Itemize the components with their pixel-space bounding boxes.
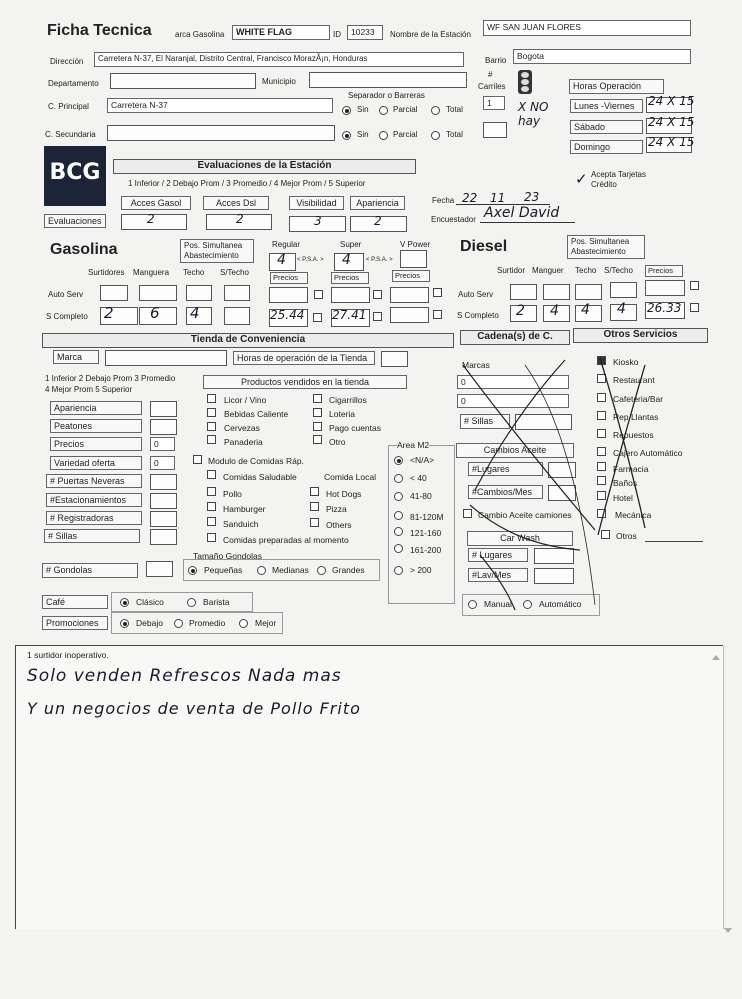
separador-parcial: Parcial bbox=[393, 105, 418, 114]
row-peatones-field[interactable] bbox=[150, 419, 177, 435]
eval-col-acces-gasol: Acces Gasol bbox=[121, 196, 191, 210]
area-na: <N/A> bbox=[410, 455, 435, 465]
diesel-col-manguer: Manguer bbox=[532, 266, 564, 275]
area-41: 41-80 bbox=[410, 491, 432, 501]
promo-debajo-radio[interactable] bbox=[120, 619, 129, 628]
prod-otro-cb[interactable] bbox=[313, 435, 322, 444]
diesel-col-techo: Techo bbox=[575, 266, 597, 275]
prod-panaderia-cb[interactable] bbox=[207, 435, 216, 444]
eval-acces-gasol-value: 2 bbox=[147, 212, 155, 226]
otros-cafeteria: Cafeteria/Bar bbox=[613, 394, 664, 404]
area-121: 121-160 bbox=[410, 528, 442, 538]
fecha-day: 22 bbox=[462, 191, 478, 205]
promo-label: Promociones bbox=[42, 616, 108, 630]
encuestador-value: Axel David bbox=[484, 205, 560, 221]
cafe-group bbox=[111, 592, 253, 612]
id-label: ID bbox=[333, 30, 341, 39]
area-na-radio[interactable] bbox=[394, 456, 403, 465]
prod-cervezas: Cervezas bbox=[224, 423, 260, 433]
comment-line-2: Y un negocios de venta de Pollo Frito bbox=[27, 699, 361, 718]
vpower-label: V Power bbox=[400, 240, 431, 249]
productos-label: Productos vendidos en la tienda bbox=[203, 375, 407, 389]
area-161-radio[interactable] bbox=[394, 544, 403, 553]
comments-area[interactable] bbox=[15, 646, 724, 929]
gas-sc-vp-cb[interactable] bbox=[433, 310, 442, 319]
promo-promedio-radio[interactable] bbox=[174, 619, 183, 628]
otros-title: Otros Servicios bbox=[573, 328, 708, 343]
barrio-label: Barrio bbox=[485, 56, 507, 65]
diesel-auto-cb[interactable] bbox=[690, 281, 699, 290]
diesel-sc-precio-value: 26.33 bbox=[647, 301, 682, 315]
modulo-label: Modulo de Comidas Ráp. bbox=[208, 456, 304, 466]
tienda-scale-2: 4 Mejor Prom 5 Superior bbox=[45, 385, 133, 394]
scroll-down-icon[interactable] bbox=[724, 928, 732, 933]
bcg-logo bbox=[44, 146, 106, 206]
separador-parcial-radio[interactable] bbox=[379, 106, 388, 115]
regular-label: Regular bbox=[272, 240, 301, 249]
otros-kiosko: Kiosko bbox=[613, 357, 639, 367]
horas-lv-label: Lunes -Viernes bbox=[570, 99, 643, 113]
gasolina-col-surtidores: Surtidores bbox=[88, 268, 125, 277]
row-puertas: # Puertas Neveras bbox=[46, 474, 142, 488]
cadena-field-1[interactable]: 0 bbox=[457, 375, 569, 389]
departamento-field[interactable] bbox=[110, 73, 256, 89]
prod-licor: Licor / Vino bbox=[224, 395, 267, 405]
cadena-lav-label: #Lav/Mes bbox=[468, 568, 528, 582]
eval-col-visibilidad: Visibilidad bbox=[289, 196, 344, 210]
gas-sc-techo-value: 4 bbox=[190, 304, 200, 322]
otros-mecanica: Mecánica bbox=[615, 510, 652, 520]
prod-otro: Otro bbox=[329, 437, 346, 447]
comida-saludable-cb[interactable] bbox=[207, 470, 216, 479]
promo-mejor-radio[interactable] bbox=[239, 619, 248, 628]
eval-acces-dsl-value: 2 bbox=[236, 212, 244, 226]
gas-auto-surt[interactable] bbox=[100, 285, 128, 301]
separador-sin: Sin bbox=[357, 105, 369, 114]
diesel-auto-techo[interactable] bbox=[575, 284, 602, 300]
otros-crossout bbox=[590, 350, 660, 545]
direccion-label: Dirección bbox=[50, 57, 84, 66]
cafe-label: Café bbox=[42, 595, 108, 609]
comida-saludable: Comidas Saludable bbox=[223, 472, 297, 482]
estacion-field[interactable]: WF SAN JUAN FLORES bbox=[483, 20, 691, 36]
tienda-horas-field[interactable] bbox=[381, 351, 408, 367]
tienda-marca-field[interactable] bbox=[105, 350, 227, 366]
carriles-hash: # bbox=[488, 70, 493, 79]
area-200-radio[interactable] bbox=[394, 566, 403, 575]
row-peatones: Peatones bbox=[50, 419, 142, 433]
prod-cigarrillos-cb[interactable] bbox=[313, 394, 322, 403]
tam-medianas: Medianas bbox=[272, 565, 309, 575]
gas-auto-sup-cb[interactable] bbox=[373, 290, 382, 299]
tam-grandes-radio[interactable] bbox=[317, 566, 326, 575]
diesel-col-stecho: S/Techo bbox=[604, 266, 633, 275]
area-81: 81-120M bbox=[410, 512, 444, 522]
horas-sab-value: 24 X 15 bbox=[648, 115, 695, 129]
tam-pequenas: Pequeñas bbox=[204, 565, 243, 575]
area-41-radio[interactable] bbox=[394, 492, 403, 501]
pizza: Pizza bbox=[326, 504, 347, 514]
vpower-field[interactable] bbox=[400, 250, 427, 268]
cafe-clasico: Clásico bbox=[136, 597, 164, 607]
tam-grandes: Grandes bbox=[332, 565, 365, 575]
regular-value: 4 bbox=[277, 252, 286, 268]
horas-dom-label: Domingo bbox=[570, 140, 643, 154]
sanduich: Sanduich bbox=[223, 519, 259, 529]
promo-promedio: Promedio bbox=[189, 618, 226, 628]
modulo-cb[interactable] bbox=[193, 455, 202, 464]
psa-1: < P.S.A. > bbox=[297, 257, 324, 263]
sanduich-cb[interactable] bbox=[207, 517, 216, 526]
id-field[interactable]: 10233 bbox=[347, 25, 383, 40]
separador-total-radio[interactable] bbox=[431, 106, 440, 115]
cadena-sillas-label: # Sillas bbox=[460, 414, 510, 429]
c-sec-total: Total bbox=[446, 130, 463, 139]
gas-auto-precio-reg[interactable] bbox=[269, 287, 308, 303]
diesel-col-surtidor: Surtidor bbox=[497, 266, 526, 275]
fecha-year: 23 bbox=[524, 190, 540, 204]
gasolina-col-stecho: S/Techo bbox=[220, 268, 249, 277]
direccion-field[interactable]: Carretera N-37, El Naranjal, Distrito Central, Francisco MorazÃ¡n, Honduras bbox=[94, 52, 464, 67]
otros-otros: Otros bbox=[616, 531, 637, 541]
precios-reg-label: Precios bbox=[270, 272, 308, 284]
others: Others bbox=[326, 520, 352, 530]
eval-col-acces-dsl: Acces Dsl bbox=[203, 196, 269, 210]
diesel-pos-label: Pos. Simultanea Abastecimiento bbox=[567, 235, 645, 259]
pizza-cb[interactable] bbox=[310, 502, 319, 511]
eval-row-label: Evaluaciones bbox=[44, 214, 106, 228]
promo-mejor: Mejor bbox=[255, 618, 277, 628]
gondolas-field[interactable] bbox=[146, 561, 173, 577]
hamburger: Hamburger bbox=[223, 504, 266, 514]
gas-sc-reg-cb[interactable] bbox=[313, 313, 322, 322]
comidas-prep: Comidas preparadas al momento bbox=[223, 535, 349, 545]
eval-scale: 1 Inferior / 2 Debajo Prom / 3 Promedio / 4 Mejor Prom / 5 Superior bbox=[128, 179, 366, 188]
cadena-crossout bbox=[455, 355, 605, 617]
row-variedad-field[interactable]: 0 bbox=[150, 456, 175, 470]
otros-hotel: Hotel bbox=[613, 493, 633, 503]
page-title: Ficha Tecnica bbox=[47, 22, 152, 39]
tam-pequenas-radio[interactable] bbox=[188, 566, 197, 575]
cadena-marcas-label: Marcas bbox=[462, 360, 490, 370]
c-sec-sin-radio[interactable] bbox=[342, 131, 351, 140]
gas-completo-label: S Completo bbox=[46, 312, 88, 321]
gas-sc-stecho[interactable] bbox=[224, 307, 250, 325]
c-principal-label: C. Principal bbox=[48, 102, 89, 111]
cafe-clasico-radio[interactable] bbox=[120, 598, 129, 607]
eval-title: Evaluaciones de la Estación bbox=[113, 159, 416, 174]
otros-farmacia: Farmacia bbox=[613, 464, 649, 474]
others-cb[interactable] bbox=[310, 518, 319, 527]
gas-auto-stecho[interactable] bbox=[224, 285, 250, 301]
row-registradoras: # Registradoras bbox=[46, 511, 142, 525]
otros-repuestos: Repuestos bbox=[613, 430, 654, 440]
gasolina-col-manguera: Manguera bbox=[133, 268, 170, 277]
traffic-light-icon bbox=[518, 70, 532, 94]
c-secundaria-label: C. Secundaria bbox=[45, 130, 96, 139]
tam-medianas-radio[interactable] bbox=[257, 566, 266, 575]
prod-cigarrillos: Cigarrillos bbox=[329, 395, 367, 405]
municipio-label: Municipio bbox=[262, 77, 296, 86]
prod-bebidas: Bebidas Caliente bbox=[224, 409, 289, 419]
prod-licor-cb[interactable] bbox=[207, 394, 216, 403]
otros-banos: Baños bbox=[613, 478, 638, 488]
prod-pago-cb[interactable] bbox=[313, 422, 322, 431]
gas-auto-precio-sup[interactable] bbox=[331, 287, 370, 303]
horas-operacion-title: Horas Operación bbox=[569, 79, 664, 94]
carriles-field-2[interactable] bbox=[483, 122, 507, 138]
precios-sup-label: Precios bbox=[331, 272, 369, 284]
comidas-prep-cb[interactable] bbox=[207, 533, 216, 542]
acepta-check: ✓ bbox=[575, 170, 588, 188]
gas-sc-surt-value: 2 bbox=[104, 304, 114, 322]
prod-loteria: Loteria bbox=[329, 409, 355, 419]
marca-field[interactable]: WHITE FLAG bbox=[232, 25, 330, 40]
gasolina-title: Gasolina bbox=[50, 241, 118, 258]
row-sillas: # Sillas bbox=[44, 529, 140, 543]
row-precios-field[interactable]: 0 bbox=[150, 437, 175, 451]
row-precios: Precios bbox=[50, 437, 142, 451]
area-161: 161-200 bbox=[410, 545, 442, 555]
horas-lv-value: 24 X 15 bbox=[648, 94, 695, 108]
gondolas-label: # Gondolas bbox=[42, 563, 138, 578]
hamburger-cb[interactable] bbox=[207, 502, 216, 511]
diesel-sc-techo-value: 4 bbox=[581, 302, 590, 318]
row-variedad: Variedad oferta bbox=[50, 456, 142, 470]
cafe-barista-radio[interactable] bbox=[187, 598, 196, 607]
diesel-title: Diesel bbox=[460, 238, 508, 255]
otros-cajero: Cajero Automático bbox=[613, 448, 683, 458]
cadena-field-2[interactable]: 0 bbox=[457, 394, 569, 408]
comida-local: Comida Local bbox=[324, 472, 376, 482]
diesel-auto-stecho[interactable] bbox=[610, 282, 637, 298]
diesel-auto-precio[interactable] bbox=[645, 280, 685, 296]
eval-visibilidad-value: 3 bbox=[314, 214, 322, 228]
area-200: > 200 bbox=[410, 565, 432, 575]
gas-sc-precio-sup-value: 27.41 bbox=[332, 308, 367, 322]
prod-bebidas-cb[interactable] bbox=[207, 408, 216, 417]
separador-total: Total bbox=[446, 105, 463, 114]
bcg-logo-text: BCG bbox=[49, 160, 101, 185]
diesel-sc-surt-value: 2 bbox=[516, 303, 525, 319]
gasolina-col-techo: Techo bbox=[183, 268, 205, 277]
eval-col-apariencia: Apariencia bbox=[350, 196, 405, 210]
gas-auto-mang[interactable] bbox=[139, 285, 177, 301]
super-label: Super bbox=[340, 240, 362, 249]
hotdogs-cb[interactable] bbox=[310, 487, 319, 496]
cafe-barista: Barista bbox=[203, 597, 230, 607]
gas-auto-reg-cb[interactable] bbox=[314, 290, 323, 299]
area-40-radio[interactable] bbox=[394, 474, 403, 483]
estacion-label: Nombre de la Estación bbox=[390, 30, 471, 39]
fecha-label: Fecha bbox=[432, 196, 455, 205]
psa-2: < P.S.A. > bbox=[366, 257, 393, 263]
gas-auto-precio-vp[interactable] bbox=[390, 287, 429, 303]
gas-auto-vp-cb[interactable] bbox=[433, 288, 442, 297]
c-principal-field[interactable]: Carretera N-37 bbox=[107, 98, 333, 113]
promo-debajo: Debajo bbox=[136, 618, 163, 628]
area-81-radio[interactable] bbox=[394, 511, 403, 520]
marca-label: arca Gasolina bbox=[175, 30, 225, 39]
diesel-sc-cb[interactable] bbox=[690, 303, 699, 312]
prod-pago: Pago cuentas bbox=[329, 423, 381, 433]
scroll-up-icon[interactable] bbox=[712, 655, 720, 660]
auto-label: Automático bbox=[539, 599, 582, 609]
comments-label: 1 surtidor inoperativo. bbox=[27, 650, 109, 660]
otros-llantas: Rep Llantas bbox=[613, 412, 659, 422]
cadena-cambios-label: #Cambios/Mes bbox=[468, 485, 543, 499]
tienda-marca-label: Marca bbox=[53, 350, 99, 364]
comment-line-1: Solo venden Refrescos Nada mas bbox=[27, 666, 342, 686]
pollo: Pollo bbox=[223, 489, 242, 499]
row-apariencia: Apariencia bbox=[50, 401, 142, 415]
eval-apariencia-value: 2 bbox=[374, 214, 382, 228]
diesel-auto-surt[interactable] bbox=[510, 284, 537, 300]
otros-restaurant: Restaurant bbox=[613, 375, 655, 385]
municipio-field[interactable] bbox=[309, 72, 467, 88]
cadena-lugares-label: #Lugares bbox=[468, 462, 543, 476]
row-estacionamientos-field[interactable] bbox=[150, 493, 177, 509]
gas-sc-sup-cb[interactable] bbox=[373, 312, 382, 321]
horas-dom-value: 24 X 15 bbox=[648, 135, 695, 149]
area-label: Area M2 bbox=[397, 440, 430, 450]
diesel-precios-label: Precios bbox=[645, 265, 683, 277]
acepta-label: Acepta Tarjetas Crédito bbox=[591, 170, 646, 189]
gas-sc-precio-vp[interactable] bbox=[390, 307, 429, 323]
area-40: < 40 bbox=[410, 473, 427, 483]
hotdogs: Hot Dogs bbox=[326, 489, 362, 499]
c-sec-parcial: Parcial bbox=[393, 130, 418, 139]
row-sillas-field[interactable] bbox=[150, 529, 177, 545]
row-estacionamientos: #Estacionamientos bbox=[46, 493, 142, 507]
prod-panaderia: Panaderia bbox=[224, 437, 263, 447]
cadena-lugares2-label: # Lugares bbox=[468, 548, 528, 562]
diesel-auto-mang[interactable] bbox=[543, 284, 570, 300]
carriles-field[interactable]: 1 bbox=[483, 96, 505, 110]
no-hay-note: X NO hay bbox=[518, 100, 549, 128]
row-puertas-field[interactable] bbox=[150, 474, 177, 490]
carriles-label: Carriles bbox=[478, 82, 506, 91]
super-value: 4 bbox=[342, 252, 351, 268]
separador-sin-radio[interactable] bbox=[342, 106, 351, 115]
gas-auto-label: Auto Serv bbox=[48, 290, 84, 299]
gas-sc-mang-value: 6 bbox=[150, 304, 160, 322]
area-group bbox=[388, 445, 455, 604]
diesel-completo-label: S Completo bbox=[457, 311, 499, 320]
departamento-label: Departamento bbox=[48, 79, 99, 88]
precios-vp-label: Precios bbox=[392, 270, 430, 282]
c-sec-parcial-radio[interactable] bbox=[379, 131, 388, 140]
horas-sab-label: Sábado bbox=[570, 120, 643, 134]
pollo-cb[interactable] bbox=[207, 487, 216, 496]
gasolina-pos-label: Pos. Simultanea Abastecimiento bbox=[180, 239, 254, 263]
encuestador-underline bbox=[480, 222, 575, 223]
cadena-camiones: Cambio Aceite camiones bbox=[478, 510, 572, 520]
car-wash-label: Car Wash bbox=[467, 531, 573, 546]
prod-loteria-cb[interactable] bbox=[313, 408, 322, 417]
cadena-title: Cadena(s) de C. bbox=[460, 330, 570, 345]
barrio-field[interactable]: Bogota bbox=[513, 49, 691, 64]
row-registradoras-field[interactable] bbox=[150, 511, 177, 527]
separador-label: Separador o Barreras bbox=[348, 91, 425, 100]
fecha-month: 11 bbox=[490, 191, 506, 205]
c-sec-total-radio[interactable] bbox=[431, 131, 440, 140]
c-sec-sin: Sin bbox=[357, 130, 369, 139]
tamano-label: Tamaño Gondolas bbox=[193, 551, 262, 561]
cambios-aceite-label: Cambios Aceite bbox=[456, 443, 574, 458]
row-apariencia-field[interactable] bbox=[150, 401, 177, 417]
manual-label: Manual bbox=[484, 599, 512, 609]
tienda-title: Tienda de Conveniencia bbox=[42, 333, 454, 348]
prod-cervezas-cb[interactable] bbox=[207, 422, 216, 431]
area-121-radio[interactable] bbox=[394, 527, 403, 536]
c-secundaria-field[interactable] bbox=[107, 125, 335, 141]
tienda-scale-1: 1 Inferior 2 Debajo Prom 3 Promedio bbox=[45, 374, 176, 383]
gas-sc-precio-reg-value: 25.44 bbox=[270, 308, 305, 322]
diesel-sc-stecho-value: 4 bbox=[617, 301, 626, 317]
tienda-horas-label: Horas de operación de la Tienda bbox=[233, 351, 375, 365]
encuestador-label: Encuestador bbox=[431, 215, 476, 224]
gas-auto-techo[interactable] bbox=[186, 285, 212, 301]
diesel-auto-label: Auto Serv bbox=[458, 290, 494, 299]
diesel-sc-mang-value: 4 bbox=[550, 303, 559, 319]
